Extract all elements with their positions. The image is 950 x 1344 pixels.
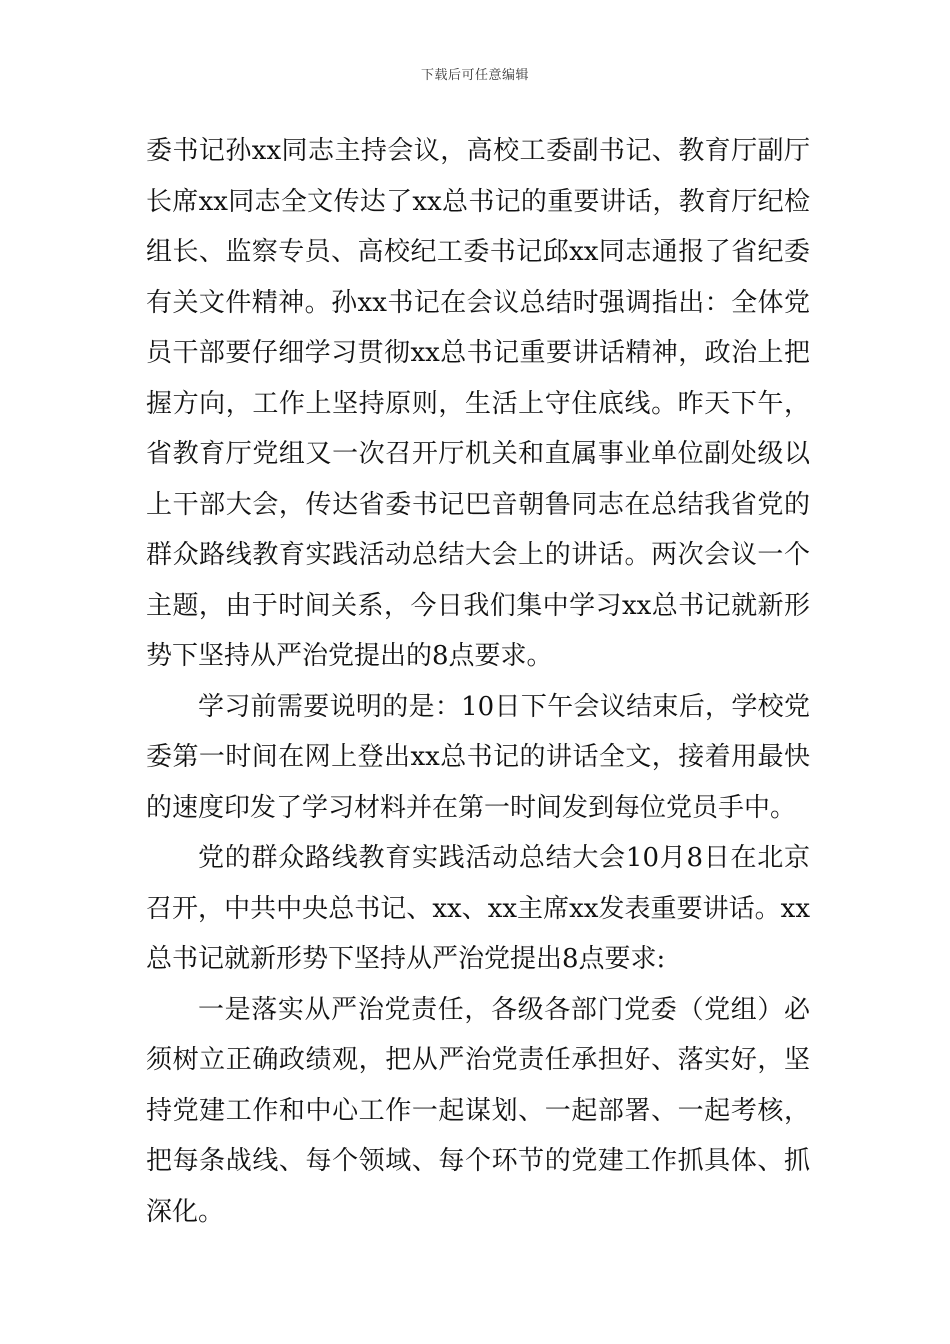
paragraph: 党的群众路线教育实践活动总结大会10月8日在北京召开，中共中央总书记、xx、xx主席xx发表重要讲话。xx总书记就新形势下坚持从严治党提出8点要求: (146, 843, 810, 974)
page-header-note: 下载后可任意编辑 (420, 68, 529, 83)
paragraph-continued: 委书记孙xx同志主持会议，高校工委副书记、教育厅副厅长席xx同志全文传达了xx总书记的重要讲话，教育厅纪检组长、监察专员、高校纪工委书记邱xx同志通报了省纪委有关文件精神。孙xx书记在会议总结时强调指出：全体党员干部要仔细学习贯彻xx总书记重要讲话精神，政治上把握方向，工作上坚持原则，生活上守住底线。昨天下午，省教育厅党组又一次召开厅机关和直属事业单位副处级以上干部大会，传达省委书记巴音朝鲁同志在总结我省党的群众路线教育实践活动总结大会上的讲话。两次会议一个主题，由于时间关系，今日我们集中学习xx总书记就新形势下坚持从严治党提出的8点要求。 (146, 136, 810, 671)
paragraph: 学习前需要说明的是：10日下午会议结束后，学校党委第一时间在网上登出xx总书记的讲话全文，接着用最快的速度印发了学习材料并在第一时间发到每位党员手中。 (146, 691, 810, 823)
paragraph: 一是落实从严治党责任，各级各部门党委（党组）必须树立正确政绩观，把从严治党责任承担好、落实好，坚持党建工作和中心工作一起谋划、一起部署、一起考核，把每条战线、每个领域、每个环节的党建工作抓具体、抓深化。 (146, 994, 810, 1227)
document-body (146, 126, 810, 1237)
